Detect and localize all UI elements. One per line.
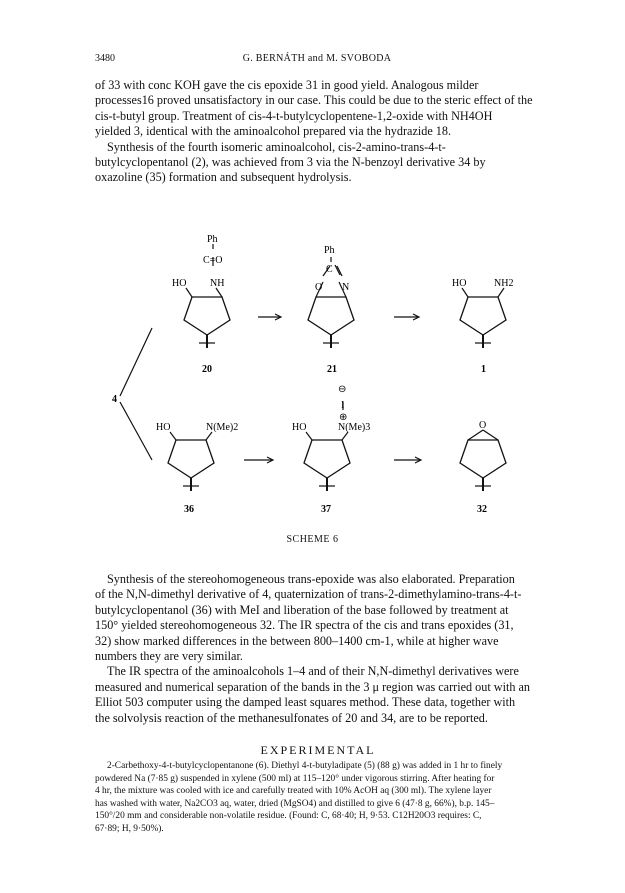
c21-label: 21 bbox=[327, 364, 337, 375]
experimental-heading: EXPERIMENTAL bbox=[260, 743, 376, 757]
text-line: of the N,N-dimethyl derivative of 4, quaternization of trans-2-dimethylamino-trans-4-t- bbox=[95, 587, 522, 602]
text-line: 150° yielded stereohomogeneous 32. The IR spectra of the cis and trans epoxides (31, bbox=[95, 618, 514, 633]
ring-36 bbox=[168, 432, 214, 491]
c37-nme3: N(Me)3 bbox=[338, 422, 371, 433]
text-line: measured and numerical separation of the bands in the 3 μ region was carried out with an bbox=[95, 679, 530, 694]
c21-o: O bbox=[315, 282, 323, 293]
c37-plus: ⊕ bbox=[339, 412, 348, 423]
c1-ho: HO bbox=[452, 278, 467, 289]
c37-iodide: I bbox=[341, 400, 345, 411]
ring-32 bbox=[460, 430, 506, 491]
text-line: numbers they are very similar. bbox=[95, 649, 243, 664]
text-line: Elliot 503 computer using the damped least squares method. These data, together with bbox=[95, 695, 516, 710]
text-line: 150°/20 mm and considerable non-volatile residue. (Found: C, 68·40; H, 9·53. C12H20O3 requires: C, bbox=[95, 811, 482, 822]
text-line: cis-t-butyl group. Treatment of cis-4-t-butylcyclopentene-1,2-oxide with NH4OH bbox=[95, 108, 493, 123]
text-line: The IR spectra of the aminoalcohols 1–4 and of their N,N-dimethyl derivatives were bbox=[107, 664, 519, 679]
c37-ho: HO bbox=[292, 422, 307, 433]
text-line: butylcyclopentanol (36) with MeI and liberation of the base followed by treatment at bbox=[95, 602, 509, 617]
c21-c: C bbox=[326, 264, 333, 275]
c36-ho: HO bbox=[156, 422, 171, 433]
text-line: 67·89; H, 9·50%). bbox=[95, 823, 164, 834]
c37-minus: ⊖ bbox=[338, 384, 347, 395]
scheme-caption: SCHEME 6 bbox=[286, 534, 339, 545]
paragraph-2 bbox=[95, 572, 541, 726]
c36-nme2: N(Me)2 bbox=[206, 422, 239, 433]
text-line: powdered Na (7·85 g) suspended in xylene (500 ml) at 115–120° under vigorous stirring. After heating for bbox=[95, 773, 495, 784]
text-line: Synthesis of the stereohomogeneous trans-epoxide was also elaborated. Preparation bbox=[107, 572, 515, 586]
c20-ho: HO bbox=[172, 278, 187, 289]
experimental-text bbox=[95, 760, 541, 836]
text-line: oxazoline (35) formation and subsequent hydrolysis. bbox=[95, 170, 352, 185]
c20-nh: NH bbox=[210, 278, 225, 289]
c20-label: 20 bbox=[202, 364, 212, 375]
c32-o: O bbox=[479, 420, 487, 431]
c37-label: 37 bbox=[321, 504, 331, 515]
text-line: butylcyclopentanol (2), was achieved from 3 via the N-benzoyl derivative 34 by bbox=[95, 155, 486, 170]
c20-ph: Ph bbox=[207, 234, 218, 245]
page-number: 3480 bbox=[95, 53, 115, 64]
c1-nh2: NH2 bbox=[494, 278, 514, 289]
text-line: the solvolysis reaction of the methanesulfonates of 20 and 34, are to be reported. bbox=[95, 710, 488, 725]
c20-co: C=O bbox=[203, 255, 223, 266]
text-line: Synthesis of the fourth isomeric aminoalcohol, cis-2-amino-trans-4-t- bbox=[107, 139, 446, 154]
c32-label: 32 bbox=[477, 504, 487, 515]
start-compound-4: 4 bbox=[112, 394, 117, 405]
text-line: 2-Carbethoxy-4-t-butylcyclopentanone (6). Diethyl 4-t-butyladipate (5) (88 g) was added in 1 hr to finely bbox=[107, 761, 503, 771]
text-line: 32) show marked differences in the between 800–1400 cm-1, while at higher wave bbox=[95, 633, 499, 648]
c36-label: 36 bbox=[184, 504, 194, 515]
running-head: G. BERNÁTH and M. SVOBODA bbox=[242, 53, 392, 64]
text-line: of 33 with conc KOH gave the cis epoxide 31 in good yield. Analogous milder bbox=[95, 78, 479, 92]
c21-n: N bbox=[342, 282, 350, 293]
c1-label: 1 bbox=[481, 364, 486, 375]
text-line: yielded 3, identical with the aminoalcohol prepared via the hydrazide 18. bbox=[95, 124, 452, 139]
branch-line-down bbox=[120, 402, 152, 460]
text-line: has washed with water, Na2CO3 aq, water, dried (MgSO4) and distilled to give 6 (47·8 g, 66%), b.p. 145– bbox=[95, 798, 495, 809]
text-line: processes16 proved unsatisfactory in our case. This could be due to the steric effect of the bbox=[95, 93, 533, 108]
c21-ph: Ph bbox=[324, 245, 335, 256]
text-line: 4 hr, the mixture was cooled with ice and carefully treated with 10% AcOH aq (300 ml). The xylene layer bbox=[95, 786, 492, 797]
branch-line-up bbox=[120, 328, 152, 396]
ring-1 bbox=[460, 288, 506, 348]
